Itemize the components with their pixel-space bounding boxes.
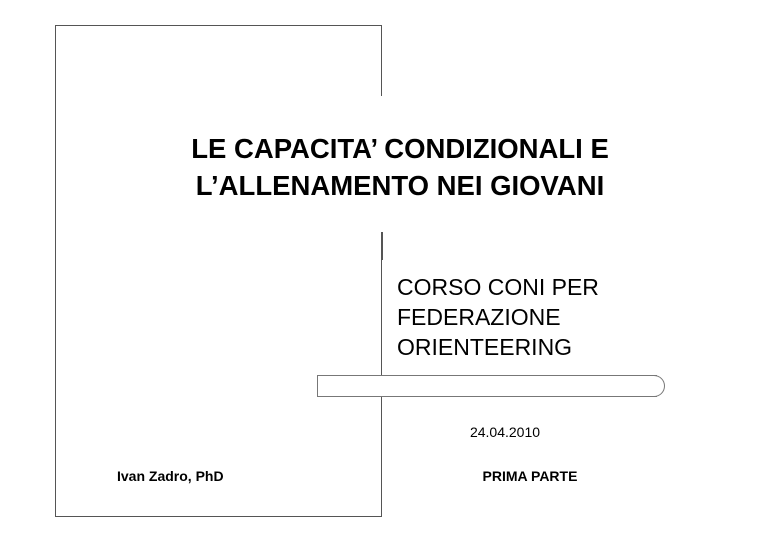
slide-title [100,130,700,204]
subtitle-line-3: ORIENTEERING [397,334,573,360]
subtitle-line-1: CORSO CONI PER [397,274,599,300]
title-line-2: L’ALLENAMENTO NEI GIOVANI [195,170,605,201]
slide-date: 24.04.2010 [469,424,541,440]
subtitle-line-2: FEDERAZIONE [397,304,561,330]
slide-author: Ivan Zadro, PhD [117,468,224,484]
decorative-bar-cap [652,375,665,397]
decorative-bar [317,375,657,397]
slide-subtitle [397,272,657,362]
title-line-1: LE CAPACITA’ CONDIZIONALI E [191,133,609,164]
separator-line [382,232,383,260]
slide-part-label: PRIMA PARTE [482,468,578,484]
